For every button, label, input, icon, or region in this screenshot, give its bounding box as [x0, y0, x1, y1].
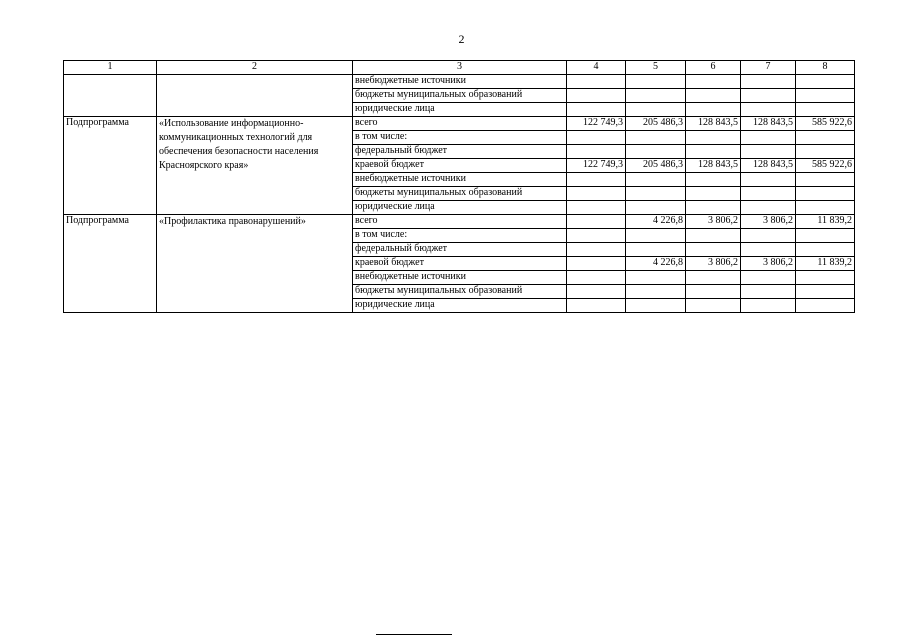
value-cell	[567, 102, 626, 116]
value-v8: 11 839,2	[796, 214, 855, 228]
value-cell	[567, 74, 626, 88]
value-v5: 205 486,3	[626, 158, 686, 172]
funding-source: краевой бюджет	[353, 256, 567, 270]
funding-source: всего	[353, 116, 567, 130]
column-header-7: 7	[741, 61, 796, 75]
column-header-5: 5	[626, 61, 686, 75]
value-cell	[626, 88, 686, 102]
value-cell	[741, 102, 796, 116]
table-row	[64, 116, 855, 130]
value-v7	[741, 144, 796, 158]
value-v6: 128 843,5	[686, 116, 741, 130]
table-body	[64, 61, 855, 313]
value-v8	[796, 284, 855, 298]
value-v4	[567, 284, 626, 298]
value-v5	[626, 130, 686, 144]
value-v7	[741, 242, 796, 256]
funding-source: внебюджетные источники	[353, 172, 567, 186]
header-row	[64, 61, 855, 75]
value-v4	[567, 130, 626, 144]
value-v7: 128 843,5	[741, 158, 796, 172]
value-v7: 128 843,5	[741, 116, 796, 130]
funding-source: бюджеты муниципальных образований	[353, 284, 567, 298]
value-v6	[686, 200, 741, 214]
value-v4	[567, 228, 626, 242]
column-header-6: 6	[686, 61, 741, 75]
source-cell: бюджеты муниципальных образований	[353, 88, 567, 102]
value-v5	[626, 172, 686, 186]
value-v5	[626, 200, 686, 214]
value-v7	[741, 200, 796, 214]
value-v8	[796, 130, 855, 144]
value-v6	[686, 270, 741, 284]
value-v8	[796, 228, 855, 242]
value-v5	[626, 186, 686, 200]
value-cell	[626, 102, 686, 116]
value-v5: 205 486,3	[626, 116, 686, 130]
funding-source: внебюджетные источники	[353, 270, 567, 284]
value-v7	[741, 186, 796, 200]
value-v7	[741, 228, 796, 242]
value-v6	[686, 144, 741, 158]
value-cell	[686, 74, 741, 88]
value-v4	[567, 200, 626, 214]
budget-table	[63, 60, 855, 313]
subprogram-kind: Подпрограмма	[64, 214, 157, 312]
table-row	[64, 214, 855, 228]
value-v5: 4 226,8	[626, 214, 686, 228]
value-v5	[626, 284, 686, 298]
source-cell: юридические лица	[353, 102, 567, 116]
value-cell	[796, 102, 855, 116]
value-v6	[686, 186, 741, 200]
value-cell	[741, 74, 796, 88]
funding-source: краевой бюджет	[353, 158, 567, 172]
subprogram-name: «Профилактика правонарушений»	[157, 214, 353, 312]
value-v5: 4 226,8	[626, 256, 686, 270]
value-v6: 3 806,2	[686, 214, 741, 228]
value-v8: 585 922,6	[796, 116, 855, 130]
value-cell	[796, 88, 855, 102]
value-v4: 122 749,3	[567, 158, 626, 172]
footer-rule	[376, 634, 452, 635]
value-v6	[686, 242, 741, 256]
funding-source: юридические лица	[353, 200, 567, 214]
value-v5	[626, 270, 686, 284]
value-v5	[626, 242, 686, 256]
funding-source: в том числе:	[353, 228, 567, 242]
value-v6: 3 806,2	[686, 256, 741, 270]
name-cell-empty	[157, 74, 353, 116]
value-v4	[567, 172, 626, 186]
page-number: 2	[458, 32, 465, 46]
column-header-1: 1	[64, 61, 157, 75]
value-v5	[626, 144, 686, 158]
column-header-4: 4	[567, 61, 626, 75]
value-v4: 122 749,3	[567, 116, 626, 130]
value-cell	[626, 74, 686, 88]
value-v4	[567, 144, 626, 158]
value-v8	[796, 200, 855, 214]
value-v8	[796, 172, 855, 186]
funding-source: всего	[353, 214, 567, 228]
value-v4	[567, 186, 626, 200]
value-v5	[626, 298, 686, 312]
value-v7	[741, 298, 796, 312]
value-v7	[741, 284, 796, 298]
value-v4	[567, 256, 626, 270]
value-v8	[796, 270, 855, 284]
funding-source: юридические лица	[353, 298, 567, 312]
value-v4	[567, 298, 626, 312]
source-cell: внебюджетные источники	[353, 74, 567, 88]
value-v7	[741, 130, 796, 144]
kind-cell-empty	[64, 74, 157, 116]
value-v7	[741, 270, 796, 284]
funding-source: федеральный бюджет	[353, 144, 567, 158]
funding-source: в том числе:	[353, 130, 567, 144]
funding-source: федеральный бюджет	[353, 242, 567, 256]
value-v7	[741, 172, 796, 186]
value-v8	[796, 144, 855, 158]
value-v6	[686, 228, 741, 242]
value-v6	[686, 130, 741, 144]
value-cell	[567, 88, 626, 102]
table-row	[64, 74, 855, 88]
value-v6	[686, 284, 741, 298]
value-cell	[686, 102, 741, 116]
value-v4	[567, 242, 626, 256]
value-v8	[796, 242, 855, 256]
value-v8: 585 922,6	[796, 158, 855, 172]
subprogram-kind: Подпрограмма	[64, 116, 157, 214]
funding-source: бюджеты муниципальных образований	[353, 186, 567, 200]
column-header-2: 2	[157, 61, 353, 75]
value-v4	[567, 270, 626, 284]
value-v7: 3 806,2	[741, 214, 796, 228]
value-v7: 3 806,2	[741, 256, 796, 270]
value-v8: 11 839,2	[796, 256, 855, 270]
value-cell	[686, 88, 741, 102]
value-v6: 128 843,5	[686, 158, 741, 172]
value-v8	[796, 186, 855, 200]
value-cell	[741, 88, 796, 102]
value-v5	[626, 228, 686, 242]
column-header-3: 3	[353, 61, 567, 75]
value-cell	[796, 74, 855, 88]
value-v6	[686, 298, 741, 312]
value-v4	[567, 214, 626, 228]
column-header-8: 8	[796, 61, 855, 75]
subprogram-name: «Использование информационно-коммуникационных технологий для обеспечения безопасности населения Красноярского края»	[157, 116, 353, 214]
value-v6	[686, 172, 741, 186]
value-v8	[796, 298, 855, 312]
